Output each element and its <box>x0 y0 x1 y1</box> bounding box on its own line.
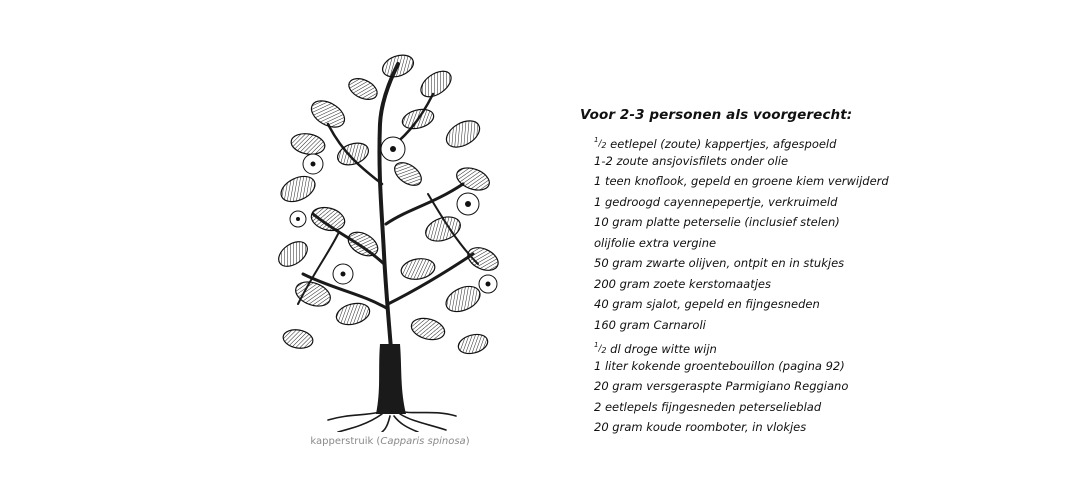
recipe-title: Voor 2-3 personen als voorgerecht: <box>580 107 853 123</box>
ingredient-item: olijfolie extra vergine <box>594 235 717 250</box>
fraction-denominator: 2 <box>601 140 607 150</box>
caper-plant-drawing <box>268 44 504 432</box>
ingredient-item: 20 gram versgeraspte Parmigiano Reggiano <box>594 379 849 393</box>
ingredient-text: eetlepel (zoute) kappertjes, afgespoeld <box>606 136 837 151</box>
ingredient-text: dl droge witte wijn <box>606 341 717 356</box>
caption-close: ) <box>465 436 470 447</box>
fraction: $^1/_2$ <box>594 340 607 355</box>
ingredient-item: 1 teen knoflook, gepeld en groene kiem verwijderd <box>594 174 889 188</box>
ingredient-list <box>580 130 1050 438</box>
ingredient-item: 10 gram platte peterselie (inclusief stelen) <box>594 215 840 229</box>
ingredient-item: 1-2 zoute ansjovisfilets onder olie <box>594 153 789 168</box>
illustration-caption <box>290 436 490 447</box>
ingredient-item: 20 gram koude roomboter, in vlokjes <box>594 420 807 434</box>
fraction-numerator: 1 <box>594 135 599 144</box>
ingredient-item <box>594 335 1050 356</box>
ingredient-item: 160 gram Carnaroli <box>594 317 706 332</box>
fraction-numerator: 1 <box>594 340 599 349</box>
caption-species: Capparis spinosa <box>380 436 466 447</box>
caper-plant-illustration <box>268 44 504 432</box>
fraction-denominator: 2 <box>601 345 607 355</box>
ingredient-item: 40 gram sjalot, gepeld en fijngesneden <box>594 297 820 311</box>
ingredient-item: 1 gedroogd cayennepepertje, verkruimeld <box>594 194 838 209</box>
fraction: $^1/_2$ <box>594 135 607 150</box>
ingredient-item: 200 gram zoete kerstomaatjes <box>594 276 771 291</box>
ingredient-item <box>594 130 1050 151</box>
recipe-block <box>580 107 1050 438</box>
ingredient-item: 1 liter kokende groentebouillon (pagina 92) <box>594 358 845 373</box>
caption-plain: kapperstruik ( <box>310 436 381 447</box>
ingredient-item: 2 eetlepels fijngesneden peterselieblad <box>594 399 822 414</box>
ingredient-item: 50 gram zwarte olijven, ontpit en in stukjes <box>594 256 845 270</box>
